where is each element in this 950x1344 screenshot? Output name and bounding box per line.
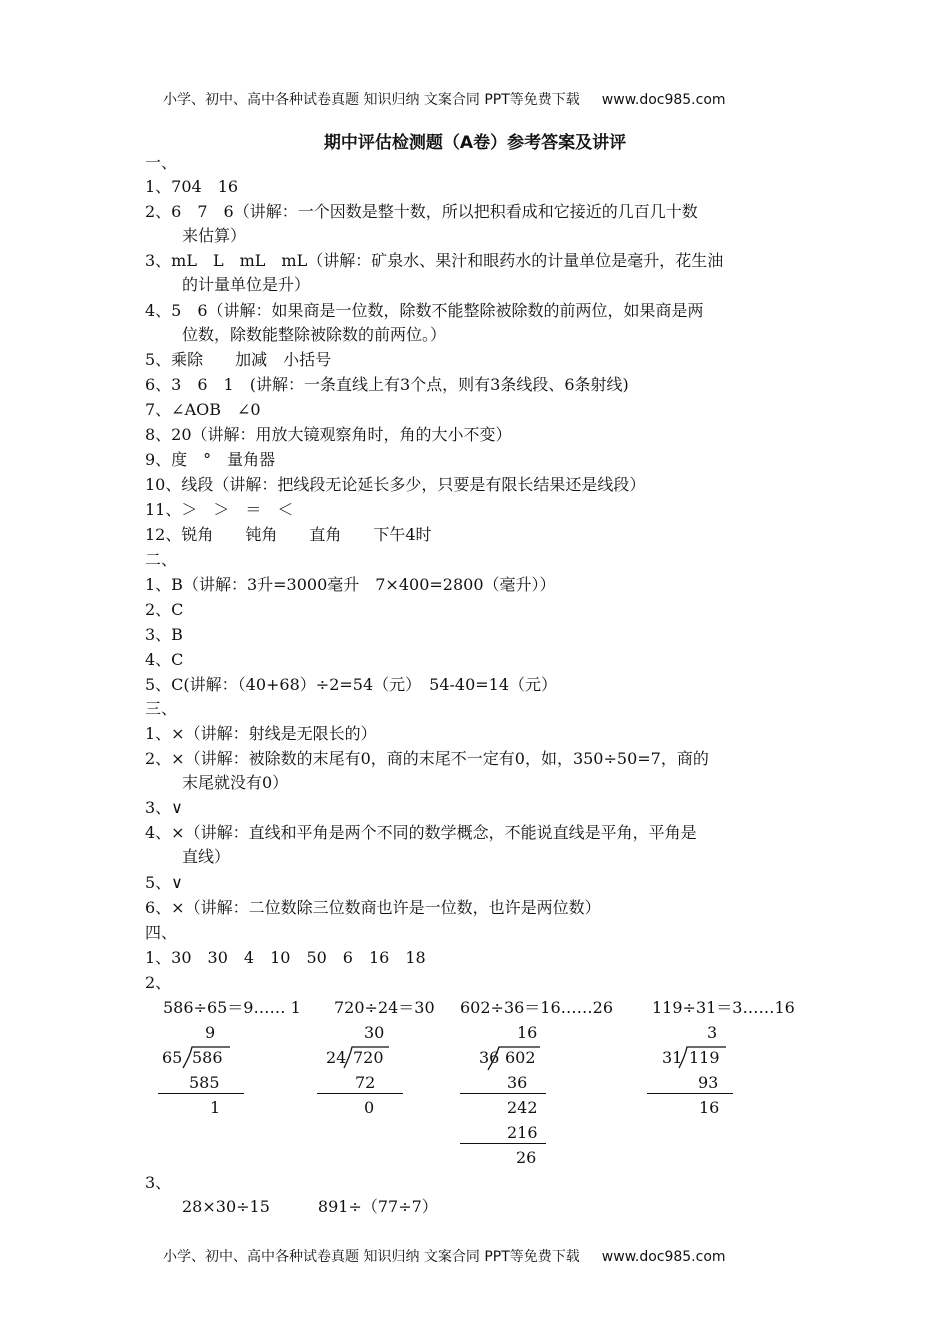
dividend: 586 [192, 1048, 223, 1067]
answer-line-cont: 位数，除数能整除被除数的前两位。） [182, 325, 447, 344]
header-url[interactable]: www.doc985.com [601, 92, 726, 108]
answer-line: 4、×（讲解：直线和平角是两个不同的数学概念，不能说直线是平角，平角是 [145, 823, 697, 842]
answer-line-cont: 直线） [182, 847, 231, 866]
divisor: 65 [162, 1048, 183, 1067]
quotient: 3 [707, 1023, 718, 1042]
page-header [163, 89, 726, 109]
quotient: 16 [517, 1023, 538, 1042]
answer-line: 3、∨ [145, 798, 183, 817]
answer-line: 5、∨ [145, 873, 183, 892]
footer-url[interactable]: www.doc985.com [601, 1249, 726, 1265]
divisor: 31 [662, 1048, 683, 1067]
section-heading: 四、 [145, 923, 178, 942]
division-line [317, 1093, 403, 1094]
page-title: 期中评估检测题（A卷）参考答案及讲评 [323, 133, 627, 153]
answer-line: 12、锐角 钝角 直角 下午4时 [145, 525, 432, 544]
answer-line: 1、B（讲解：3升=3000毫升 7×400=2800（毫升）） [145, 575, 556, 594]
dividend: 720 [353, 1048, 384, 1067]
dividend: 602 [505, 1048, 536, 1067]
partial-product: 216 [507, 1123, 538, 1142]
division-equation: 602÷36＝16……26 [460, 998, 614, 1017]
expression-line: 28×30÷15 891÷（77÷7） [182, 1197, 438, 1216]
header-text: 小学、初中、高中各种试卷真题 知识归纳 文案合同 PPT等免费下载 [163, 92, 580, 108]
division-line [647, 1093, 733, 1094]
division-equation: 720÷24＝30 [334, 998, 435, 1017]
divisor: 36 [479, 1048, 500, 1067]
division-line [460, 1143, 546, 1144]
quotient: 9 [205, 1023, 216, 1042]
answer-line: 11、＞ ＞ ＝ ＜ [145, 500, 294, 519]
answer-line: 1、704 16 [145, 177, 239, 196]
answer-line: 3、B [145, 625, 183, 644]
answer-line: 2、×（讲解：被除数的末尾有0，商的末尾不一定有0，如，350÷50=7，商的 [145, 749, 709, 768]
quotient: 30 [364, 1023, 385, 1042]
page-footer [163, 1246, 726, 1266]
division-line [460, 1093, 546, 1094]
answer-line-cont: 来估算） [182, 226, 247, 245]
answer-line: 3、mL L mL mL（讲解：矿泉水、果汁和眼药水的计量单位是毫升，花生油 [145, 251, 724, 270]
answer-line: 2、6 7 6（讲解：一个因数是整十数，所以把积看成和它接近的几百几十数 [145, 202, 698, 221]
answer-line: 2、C [145, 600, 184, 619]
division-equation: 119÷31＝3……16 [652, 998, 795, 1017]
footer-text: 小学、初中、高中各种试卷真题 知识归纳 文案合同 PPT等免费下载 [163, 1249, 580, 1265]
partial-dividend: 242 [507, 1098, 538, 1117]
partial-product: 36 [507, 1073, 528, 1092]
dividend: 119 [689, 1048, 720, 1067]
section-heading: 三、 [145, 699, 178, 718]
remainder: 16 [699, 1098, 720, 1117]
partial-product: 93 [698, 1073, 719, 1092]
answer-line: 1、×（讲解：射线是无限长的） [145, 724, 377, 743]
answer-line: 3、 [145, 1173, 172, 1192]
answer-line: 6、×（讲解：二位数除三位数商也许是一位数，也许是两位数） [145, 898, 601, 917]
answer-line: 1、30 30 4 10 50 6 16 18 [145, 948, 426, 967]
answer-line: 10、线段（讲解：把线段无论延长多少，只要是有限长结果还是线段） [145, 475, 646, 494]
division-equation: 586÷65＝9…… 1 [163, 998, 301, 1017]
divisor: 24 [326, 1048, 347, 1067]
answer-line: 8、20（讲解：用放大镜观察角时，角的大小不变） [145, 425, 512, 444]
answer-line: 9、度 ° 量角器 [145, 450, 276, 469]
partial-product: 585 [189, 1073, 220, 1092]
remainder: 26 [516, 1148, 537, 1167]
answer-line: 6、3 6 1 (讲解：一条直线上有3个点，则有3条线段、6条射线) [145, 375, 629, 394]
section-heading: 二、 [145, 550, 178, 569]
answer-line: 5、C(讲解：（40+68）÷2=54（元） 54-40=14（元） [145, 675, 558, 694]
answer-line: 4、5 6（讲解：如果商是一位数，除数不能整除被除数的前两位，如果商是两 [145, 301, 704, 320]
answer-line: 2、 [145, 973, 172, 992]
section-heading: 一、 [145, 153, 178, 172]
remainder: 1 [210, 1098, 221, 1117]
answer-line-cont: 末尾就没有0） [182, 773, 289, 792]
answer-line: 7、∠AOB ∠0 [145, 400, 261, 419]
remainder: 0 [364, 1098, 375, 1117]
partial-product: 72 [355, 1073, 376, 1092]
answer-line-cont: 的计量单位是升） [182, 275, 311, 294]
answer-line: 5、乘除 加减 小括号 [145, 350, 332, 369]
answer-line: 4、C [145, 650, 184, 669]
division-line [158, 1093, 244, 1094]
